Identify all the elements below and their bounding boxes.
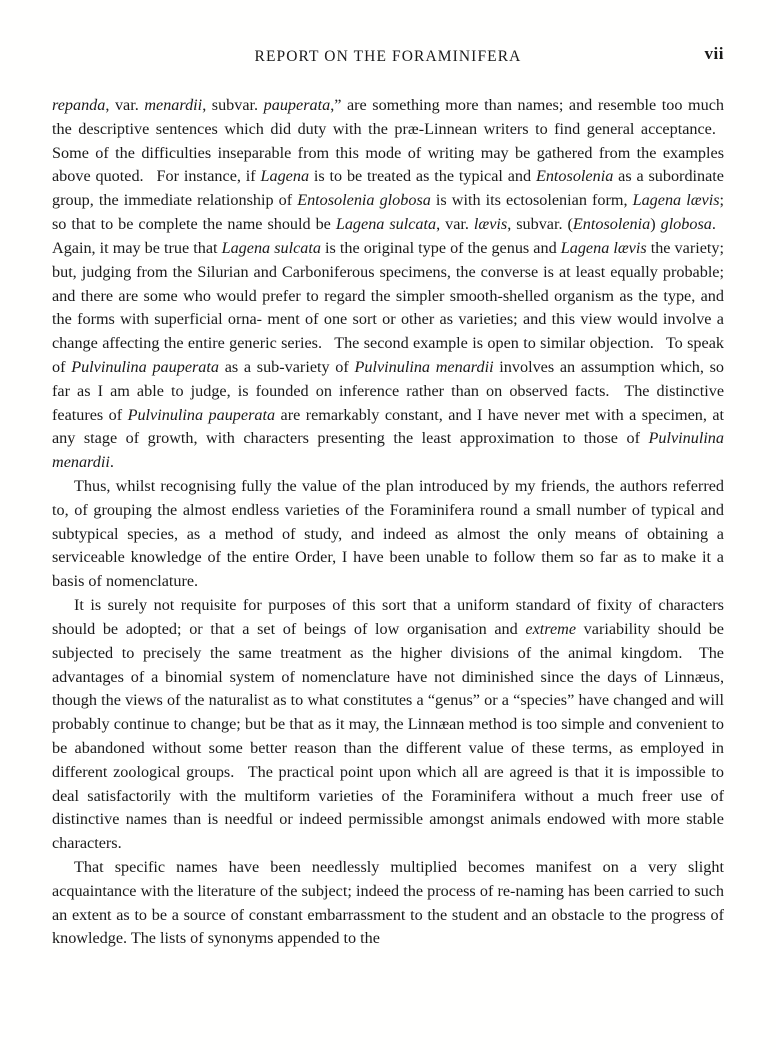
page-number: vii	[704, 44, 724, 63]
paragraph-4: That specific names have been needlessly multiplied becomes manifest on a very slight acquaintance with the literature of the subject; indeed the process of re-naming has been carried to such an extent as to be a source of constant embarrassment to the student and an obstacle to the progress of knowledge. The lists of synonyms appended to the	[52, 858, 724, 948]
running-head	[52, 44, 724, 78]
page-title: REPORT ON THE FORAMINIFERA	[254, 48, 522, 65]
body-text	[52, 94, 724, 951]
paragraph-2: Thus, whilst recognising fully the value of the plan introduced by my friends, the authors referred to, of grouping the almost endless varieties of the Foraminifera round a small number of typical and subtypical species, as a method of study, and indeed as almost the only means of obtaining a serviceable knowledge of the entire Order, I have been unable to follow them so far as to make it a basis of nomenclature.	[52, 477, 724, 591]
paragraph-1: repanda, var. menardii, subvar. pauperata,” are something more than names; and resemble too much the descriptive sentences which did duty with the præ-Linnean writers to find general acceptance. Some of the difficulties inseparable from this mode of writing may be gathered from the examples above quoted. For instance, if Lagena is to be treated as the typical and Entosolenia as a subordinate group, the immediate relationship of Entosolenia globosa is with its ectosolenian form, Lagena lævis; so that to be complete the name should be Lagena sulcata, var. lævis, subvar. (Entosolenia) globosa. Again, it may be true that Lagena sulcata is the original type of the genus and Lagena lævis the variety; but, judging from the Silurian and Carboniferous specimens, the converse is at least equally probable; and there are some who would prefer to regard the simpler smooth-shelled organism as the type, and the forms with superficial orna- ment of one sort or other as varieties; and this view would involve a change affecting the entire generic series. The second example is open to similar objection. To speak of Pulvinulina pauperata as a sub-variety of Pulvinulina menardii involves an assumption which, so far as I am able to judge, is founded on inference rather than on observed facts. The distinctive features of Pulvinulina pauperata are remarkably constant, and I have never met with a specimen, at any stage of growth, with characters presenting the least approximation to those of Pulvinulina menardii.	[52, 96, 725, 472]
paragraph-3: It is surely not requisite for purposes of this sort that a uniform standard of fixity of characters should be adopted; or that a set of beings of low organisation and extreme variability should be subjected to precisely the same treatment as the higher divisions of the animal kingdom. The advantages of a binomial system of nomenclature have not diminished since the days of Linnæus, though the views of the naturalist as to what constitutes a “genus” or a “species” have changed and will probably continue to change; but be that as it may, the Linnæan method is too simple and convenient to be abandoned without some better reason than the different value of these terms, as employed in different zoological groups. The practical point upon which all are agreed is that it is impossible to deal satisfactorily with the multiform varieties of the Foraminifera without a much freer use of distinctive names than is needful or indeed permissible amongst animals endowed with more stable characters.	[52, 596, 724, 853]
